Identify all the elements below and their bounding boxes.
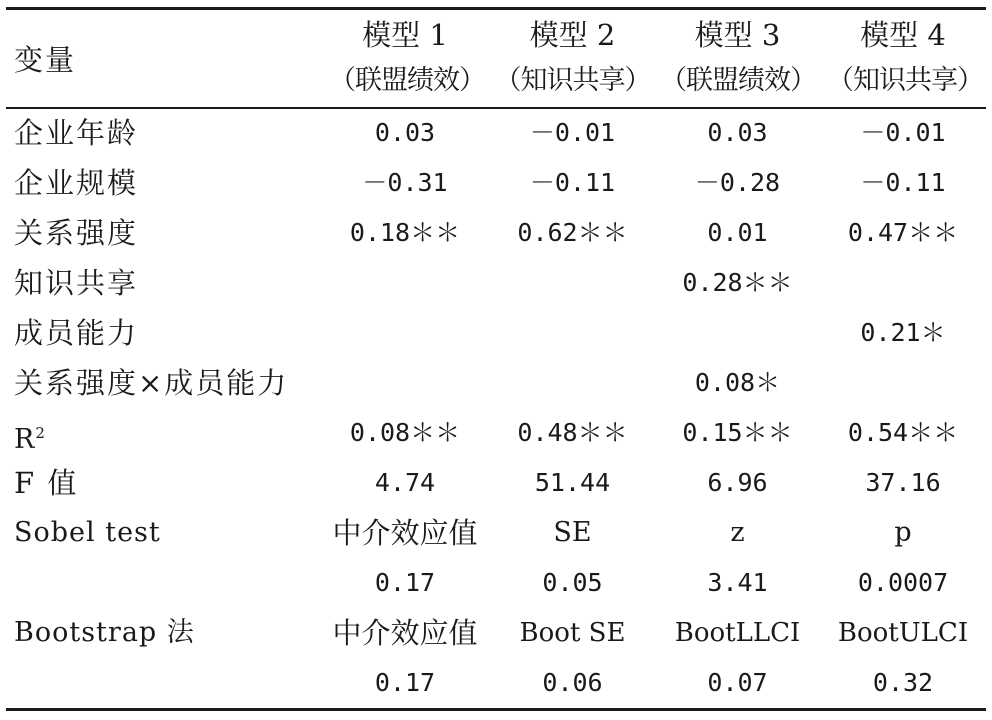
header-model-1-name: 模型 1 (362, 18, 448, 52)
row-label-relationship-strength: 关系强度 (14, 216, 139, 250)
row-label-firm-age: 企业年龄 (14, 116, 139, 150)
bootstrap-value-mediation-effect: 0.17 (374, 668, 436, 697)
sobel-value-p: 0.0007 (857, 568, 949, 597)
cell-interaction-term-m3: 0.08＊ (694, 368, 781, 397)
header-model-3-name: 模型 3 (694, 18, 781, 52)
sobel-header-mediation-effect: 中介效应值 (332, 516, 478, 550)
row-label-bootstrap: Bootstrap 法 (14, 617, 195, 648)
header-model-1-dv: （联盟绩效） (329, 65, 485, 96)
r-squared-exponent: 2 (35, 424, 46, 442)
cell-firm-age-m4: －0.01 (860, 118, 946, 147)
cell-relationship-strength-m2: 0.62＊＊ (517, 218, 628, 247)
cell-firm-age-m1: 0.03 (374, 118, 436, 147)
cell-relationship-strength-m1: 0.18＊＊ (349, 218, 461, 247)
bootstrap-value-boot-ulci: 0.32 (872, 668, 934, 697)
cell-knowledge-sharing-m4 (822, 258, 984, 308)
cell-interaction-term-m4 (822, 358, 984, 408)
cell-knowledge-sharing-m2 (490, 258, 655, 308)
cell-member-capability-m2 (490, 308, 655, 358)
header-model-4-dv: （知识共享） (827, 65, 983, 96)
row-label-firm-size: 企业规模 (14, 166, 139, 200)
cell-relationship-strength-m3: 0.01 (707, 218, 768, 247)
header-model-2-dv: （知识共享） (494, 65, 651, 96)
header-model-2-name: 模型 2 (529, 18, 616, 52)
cell-firm-age-m2: －0.01 (529, 118, 616, 147)
row-label-sobel-test: Sobel test (14, 517, 161, 548)
bootstrap-header-boot-se: Boot SE (519, 618, 626, 648)
cell-f-value-m1: 4.74 (374, 468, 436, 497)
sobel-header-se: SE (553, 517, 592, 548)
cell-r-squared-m2: 0.48＊＊ (517, 418, 628, 447)
cell-firm-size-m1: －0.31 (362, 168, 448, 197)
cell-r-squared-m1: 0.08＊＊ (349, 418, 461, 447)
top-rule (6, 7, 986, 10)
cell-interaction-term-m1 (330, 358, 480, 408)
bootstrap-header-boot-llci: BootLLCI (674, 618, 801, 648)
bootstrap-header-mediation-effect: 中介效应值 (332, 616, 478, 650)
cell-firm-size-m3: －0.28 (694, 168, 781, 197)
sobel-value-se: 0.05 (542, 568, 603, 597)
header-variable-label: 变量 (14, 43, 77, 77)
sobel-header-z: z (730, 517, 745, 548)
r-squared-base: R (14, 424, 36, 455)
cell-member-capability-m3 (660, 308, 815, 358)
cell-member-capability-m4: 0.21＊ (860, 318, 946, 347)
cell-r-squared-m3: 0.15＊＊ (682, 418, 793, 447)
row-label-f-value: F 值 (14, 466, 79, 500)
sobel-value-z: 3.41 (707, 568, 768, 597)
cell-f-value-m2: 51.44 (534, 468, 611, 497)
cell-knowledge-sharing-m3: 0.28＊＊ (682, 268, 793, 297)
row-label-knowledge-sharing: 知识共享 (14, 266, 139, 300)
row-label-r-squared (14, 408, 46, 458)
cell-firm-age-m3: 0.03 (707, 118, 768, 147)
cell-firm-size-m2: －0.11 (529, 168, 616, 197)
cell-f-value-m4: 37.16 (865, 468, 941, 497)
bootstrap-value-boot-llci: 0.07 (707, 668, 768, 697)
cell-firm-size-m4: －0.11 (860, 168, 946, 197)
sobel-value-mediation-effect: 0.17 (374, 568, 436, 597)
cell-relationship-strength-m4: 0.47＊＊ (847, 218, 959, 247)
sobel-header-p: p (894, 517, 912, 548)
cell-r-squared-m4: 0.54＊＊ (847, 418, 959, 447)
row-label-interaction-term: 关系强度×成员能力 (14, 366, 289, 400)
bootstrap-header-boot-ulci: BootULCI (837, 618, 969, 648)
row-label-member-capability: 成员能力 (14, 316, 139, 350)
header-model-4-name: 模型 4 (860, 18, 946, 52)
cell-member-capability-m1 (330, 308, 480, 358)
header-model-3-dv: （联盟绩效） (660, 65, 816, 96)
cell-f-value-m3: 6.96 (707, 468, 768, 497)
cell-knowledge-sharing-m1 (330, 258, 480, 308)
cell-interaction-term-m2 (490, 358, 655, 408)
bottom-rule (6, 708, 986, 711)
bootstrap-value-boot-se: 0.06 (542, 668, 603, 697)
